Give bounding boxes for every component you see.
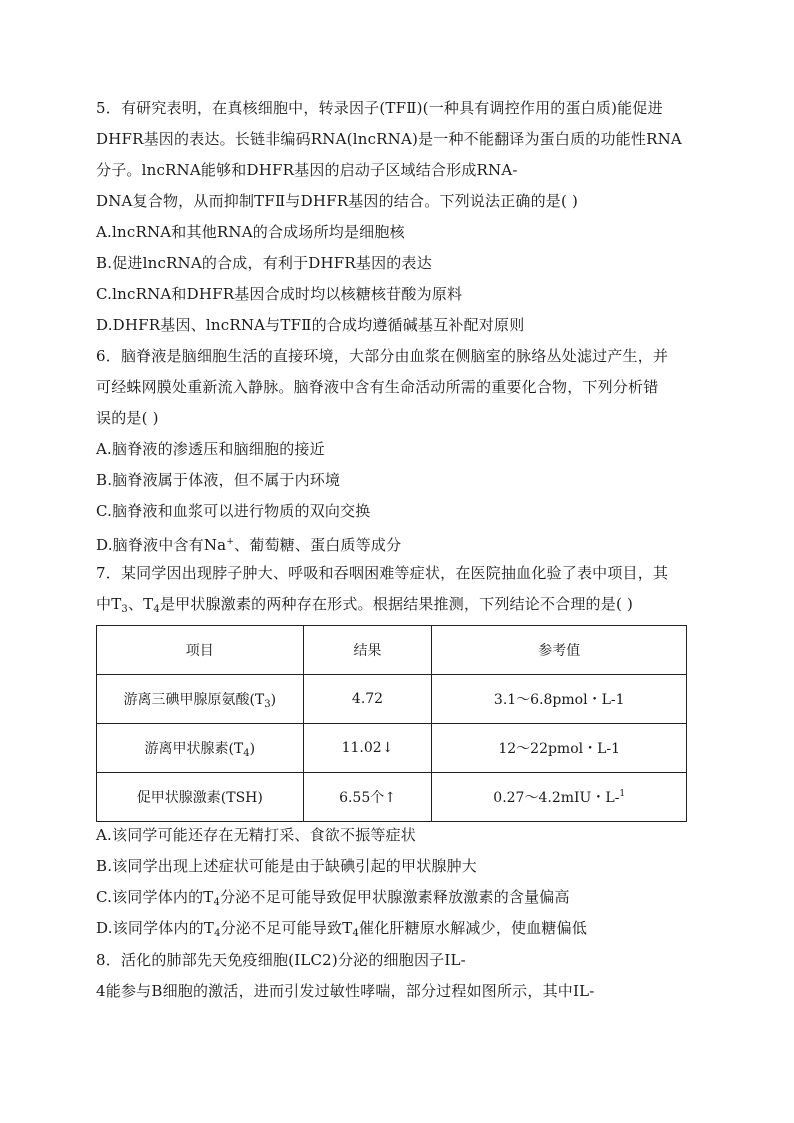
q5-option-c: C.lncRNA和DHFR基因合成时均以核糖核苷酸为原料 <box>96 285 463 303</box>
q6-option-d-text: D.脑脊液中含有Na <box>96 536 227 554</box>
q7-option-a: A.该同学可能还存在无精打采、食欲不振等症状 <box>96 826 417 844</box>
cell-item-text-end: ) <box>249 740 256 757</box>
q5-stem-line-1: 5．有研究表明，在真核细胞中，转录因子(TFⅡ)(一种具有调控作用的蛋白质)能促进 <box>96 99 663 117</box>
q6-stem-line-1: 6．脑脊液是脑细胞生活的直接环境，大部分由血浆在侧脑室的脉络丛处滤过产生，并 <box>96 347 669 365</box>
q5-option-a: A.lncRNA和其他RNA的合成场所均是细胞核 <box>96 223 405 241</box>
cell-reference-text: 12～22pmol・L-1 <box>498 741 621 757</box>
cell-item <box>97 724 304 773</box>
q7-option-d-text: D.该同学体内的T <box>96 919 215 937</box>
q7-stem-text-2: 、T <box>127 595 154 613</box>
q7-option-c-text-end: 分泌不足可能导致促甲状腺激素释放激素的含量偏高 <box>220 888 570 906</box>
q8-stem-line-1: 8．活化的肺部先天免疫细胞(ILC2)分泌的细胞因子IL- <box>96 951 466 969</box>
q6-option-d <box>96 532 401 555</box>
cell-item-text-end: ) <box>270 691 277 708</box>
cell-result: 4.72 <box>303 675 432 724</box>
header-item: 项目 <box>97 626 304 675</box>
header-result: 结果 <box>303 626 432 675</box>
q6-option-d-text-end: 、葡萄糖、蛋白质等成分 <box>234 536 402 554</box>
cell-item-text: 游离甲状腺素(T <box>144 740 244 757</box>
q6-option-d-superscript: + <box>226 537 235 547</box>
q7-stem-line-1: 7．某同学因出现脖子肿大、呼吸和吞咽困难等症状，在医院抽血化验了表中项目，其 <box>96 564 669 582</box>
q6-stem-line-3: 误的是( ) <box>96 409 159 427</box>
cell-reference-superscript: 1 <box>619 789 626 799</box>
cell-item <box>97 773 304 822</box>
cell-item-subscript: 4 <box>243 747 250 759</box>
cell-item-subscript: 3 <box>264 698 271 710</box>
cell-result: 11.02↓ <box>303 724 432 773</box>
cell-item-text: 促甲状腺激素(TSH) <box>136 789 263 806</box>
q7-option-d <box>96 918 587 944</box>
q7-option-d-subscript-2: 4 <box>352 928 360 939</box>
q7-option-c <box>96 887 570 913</box>
q5-option-d: D.DHFR基因、lncRNA与TFⅡ的合成均遵循碱基互补配对原则 <box>96 316 525 334</box>
q7-option-d-text-end: 催化肝糖原水解减少，使血糖偏低 <box>359 919 588 937</box>
q7-subscript-3: 3 <box>121 604 128 615</box>
q5-stem-line-2: DHFR基因的表达。长链非编码RNA(lncRNA)是一种不能翻译为蛋白质的功能性RNA <box>96 130 682 148</box>
cell-reference-text: 3.1～6.8pmol・L-1 <box>493 692 625 708</box>
q8-stem-line-2: 4能参与B细胞的激活，进而引发过敏性哮喘，部分过程如图所示，其中IL- <box>96 982 595 1000</box>
q7-option-c-subscript: 4 <box>213 897 221 908</box>
q5-stem-line-3: 分子。lncRNA能够和DHFR基因的启动子区域结合形成RNA- <box>96 161 518 179</box>
cell-reference <box>432 724 687 773</box>
q7-stem-text: 中T <box>96 595 122 613</box>
cell-item-text: 游离三碘甲腺原氨酸(T <box>123 691 265 708</box>
q6-option-a: A.脑脊液的渗透压和脑细胞的接近 <box>96 440 325 458</box>
q6-stem-line-2: 可经蛛网膜处重新流入静脉。脑脊液中含有生命活动所需的重要化合物，下列分析错 <box>96 378 659 396</box>
table-row <box>97 773 687 822</box>
q7-option-d-text-2: 分泌不足可能导致T <box>220 919 353 937</box>
cell-reference <box>432 773 687 822</box>
q5-stem-line-4: DNA复合物，从而抑制TFⅡ与DHFR基因的结合。下列说法正确的是( ) <box>96 192 579 210</box>
q6-option-b: B.脑脊液属于体液，但不属于内环境 <box>96 471 341 489</box>
q6-option-c: C.脑脊液和血浆可以进行物质的双向交换 <box>96 502 371 520</box>
table-header-row <box>97 626 687 675</box>
q7-option-c-text: C.该同学体内的T <box>96 888 214 906</box>
q7-option-b: B.该同学出现上述症状可能是由于缺碘引起的甲状腺肿大 <box>96 857 477 875</box>
cell-reference-text: 0.27～4.2mIU・L- <box>493 790 620 806</box>
lab-results-table <box>96 625 687 822</box>
cell-reference <box>432 675 687 724</box>
table-row <box>97 675 687 724</box>
q7-stem-text-3: 是甲状腺激素的两种存在形式。根据结果推测，下列结论不合理的是( ) <box>159 595 634 613</box>
q5-option-b: B.促进lncRNA的合成，有利于DHFR基因的表达 <box>96 254 432 272</box>
cell-result: 6.55个↑ <box>303 773 432 822</box>
header-reference: 参考值 <box>432 626 687 675</box>
q7-subscript-4: 4 <box>153 604 160 615</box>
q7-stem-line-2 <box>96 594 633 620</box>
q7-option-d-subscript-1: 4 <box>214 928 221 939</box>
cell-item <box>97 675 304 724</box>
table-row <box>97 724 687 773</box>
